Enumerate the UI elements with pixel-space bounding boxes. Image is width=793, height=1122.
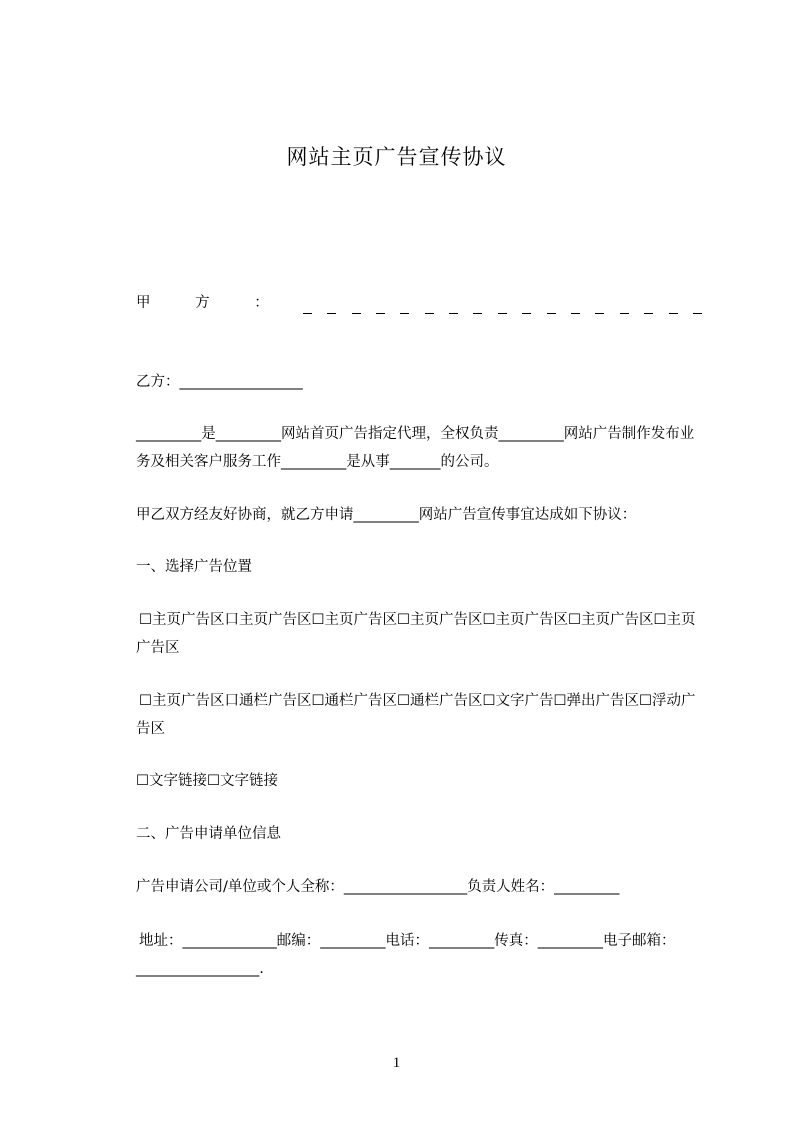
party-a-line: [136, 292, 702, 314]
intro-paragraph: _________是_________网站首页广告指定代理，全权负责_________网站广告制作发布业务及相关客户服务工作_________是从事_______的公司。: [136, 426, 695, 470]
contact-info: 地址：_____________邮编：_________电话：_________传真：_________电子邮箱：_________________.: [136, 933, 676, 977]
party-a-blank: [303, 301, 702, 314]
negotiation-paragraph: 甲乙双方经友好协商，就乙方申请_________网站广告宣传事宜达成如下协议：: [136, 507, 637, 523]
document-title: 网站主页广告宣传协议: [286, 145, 507, 169]
ad-options-line-1: ☐主页广告区口主页广告区☐主页广告区☐主页广告区☐主页广告区☐主页广告区☐主页广告区: [136, 612, 696, 656]
section1-heading: 一、选择广告位置: [136, 559, 252, 575]
ad-options-line-2: ☐主页广告区口通栏广告区☐通栏广告区☐通栏广告区☐文字广告☐弹出广告区☐浮动广告区: [136, 693, 696, 737]
page-number: 1: [392, 1055, 401, 1071]
party-a-label: 甲 方 ：: [136, 295, 289, 311]
party-b-line: 乙方：_________________: [136, 374, 303, 390]
applicant-line: 广告申请公司/单位或个人全称：_________________负责人姓名：_________: [136, 879, 620, 895]
section2-heading: 二、广告申请单位信息: [136, 826, 281, 842]
ad-options-line-3: ☐文字链接☐文字链接: [136, 773, 278, 789]
